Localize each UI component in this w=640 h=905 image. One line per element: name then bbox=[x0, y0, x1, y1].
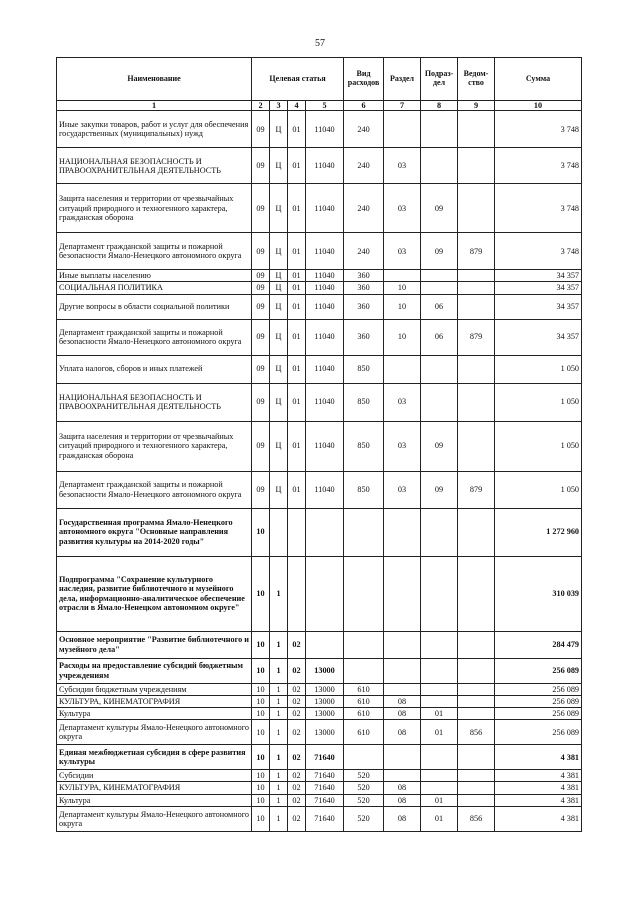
row-name: КУЛЬТУРА, КИНЕМАТОГРАФИЯ bbox=[57, 782, 252, 794]
row-podrazdel: 01 bbox=[421, 794, 458, 806]
row-podrazdel bbox=[421, 111, 458, 148]
row-vid: 610 bbox=[344, 720, 384, 745]
row-name: Основное мероприятие "Развитие библиотечного и музейного дела" bbox=[57, 631, 252, 658]
row-razdel: 08 bbox=[384, 707, 421, 719]
row-sum: 4 381 bbox=[495, 770, 582, 782]
table-row bbox=[57, 294, 582, 319]
row-vid: 850 bbox=[344, 471, 384, 508]
col-num: 10 bbox=[495, 101, 582, 111]
row-sum: 3 748 bbox=[495, 111, 582, 148]
row-podrazdel bbox=[421, 695, 458, 707]
row-vid: 850 bbox=[344, 421, 384, 471]
table-row bbox=[57, 794, 582, 806]
row-vedomstvo bbox=[458, 383, 495, 421]
row-target-1: 10 bbox=[252, 806, 270, 831]
row-vedomstvo bbox=[458, 658, 495, 683]
row-name: СОЦИАЛЬНАЯ ПОЛИТИКА bbox=[57, 282, 252, 294]
row-vedomstvo bbox=[458, 770, 495, 782]
row-sum: 4 381 bbox=[495, 806, 582, 831]
row-vid bbox=[344, 631, 384, 658]
row-target-2: Ц bbox=[270, 294, 288, 319]
row-target-2: 1 bbox=[270, 806, 288, 831]
row-target-2: Ц bbox=[270, 355, 288, 383]
row-sum: 1 050 bbox=[495, 421, 582, 471]
row-target-4: 71640 bbox=[306, 794, 344, 806]
row-target-3: 01 bbox=[288, 184, 306, 233]
row-podrazdel bbox=[421, 631, 458, 658]
row-vedomstvo bbox=[458, 282, 495, 294]
row-vid bbox=[344, 745, 384, 770]
col-num: 4 bbox=[288, 101, 306, 111]
row-target-3: 01 bbox=[288, 355, 306, 383]
row-name: Подпрограмма "Сохранение культурного наследия, развитие библиотечного и музейного дела, информационно-аналитическое обеспечение отрасли в Ямало-Ненецком автономном округе" bbox=[57, 556, 252, 631]
row-vedomstvo bbox=[458, 270, 495, 282]
row-vedomstvo bbox=[458, 782, 495, 794]
row-target-4: 11040 bbox=[306, 294, 344, 319]
row-target-4: 13000 bbox=[306, 658, 344, 683]
row-sum: 1 272 960 bbox=[495, 508, 582, 556]
row-podrazdel: 01 bbox=[421, 707, 458, 719]
row-target-4: 11040 bbox=[306, 233, 344, 270]
row-razdel: 03 bbox=[384, 383, 421, 421]
row-sum: 4 381 bbox=[495, 794, 582, 806]
row-name: Субсидии bbox=[57, 770, 252, 782]
row-target-4: 11040 bbox=[306, 421, 344, 471]
row-target-2: Ц bbox=[270, 383, 288, 421]
row-target-2: 1 bbox=[270, 770, 288, 782]
row-podrazdel bbox=[421, 770, 458, 782]
table-row bbox=[57, 770, 582, 782]
row-sum: 34 357 bbox=[495, 282, 582, 294]
row-razdel: 08 bbox=[384, 695, 421, 707]
row-name: Культура bbox=[57, 794, 252, 806]
row-target-2: 1 bbox=[270, 707, 288, 719]
row-target-1: 10 bbox=[252, 556, 270, 631]
col-num: 8 bbox=[421, 101, 458, 111]
row-target-3: 01 bbox=[288, 233, 306, 270]
row-target-4: 11040 bbox=[306, 282, 344, 294]
header-vedomstvo: Ведом-ство bbox=[458, 58, 495, 101]
row-target-1: 09 bbox=[252, 233, 270, 270]
row-target-2: 1 bbox=[270, 631, 288, 658]
row-name: НАЦИОНАЛЬНАЯ БЕЗОПАСНОСТЬ И ПРАВООХРАНИТЕЛЬНАЯ ДЕЯТЕЛЬНОСТЬ bbox=[57, 148, 252, 184]
table-row bbox=[57, 148, 582, 184]
row-name: Иные закупки товаров, работ и услуг для обеспечения государственных (муниципальных) нужд bbox=[57, 111, 252, 148]
row-target-4: 11040 bbox=[306, 148, 344, 184]
row-target-2: 1 bbox=[270, 658, 288, 683]
row-podrazdel bbox=[421, 745, 458, 770]
row-podrazdel bbox=[421, 782, 458, 794]
row-target-4: 11040 bbox=[306, 355, 344, 383]
row-sum: 256 089 bbox=[495, 720, 582, 745]
row-target-4 bbox=[306, 556, 344, 631]
col-num: 1 bbox=[57, 101, 252, 111]
row-name: Департамент культуры Ямало-Ненецкого автономного округа bbox=[57, 806, 252, 831]
row-sum: 34 357 bbox=[495, 294, 582, 319]
row-vid bbox=[344, 556, 384, 631]
row-target-1: 09 bbox=[252, 282, 270, 294]
col-num: 5 bbox=[306, 101, 344, 111]
col-num: 9 bbox=[458, 101, 495, 111]
table-row bbox=[57, 233, 582, 270]
table-row bbox=[57, 282, 582, 294]
row-podrazdel: 09 bbox=[421, 233, 458, 270]
row-target-2: 1 bbox=[270, 683, 288, 695]
row-podrazdel bbox=[421, 683, 458, 695]
row-vid bbox=[344, 508, 384, 556]
row-podrazdel: 09 bbox=[421, 421, 458, 471]
row-vedomstvo bbox=[458, 556, 495, 631]
row-target-2: 1 bbox=[270, 720, 288, 745]
row-target-3: 02 bbox=[288, 745, 306, 770]
row-name: НАЦИОНАЛЬНАЯ БЕЗОПАСНОСТЬ И ПРАВООХРАНИТЕЛЬНАЯ ДЕЯТЕЛЬНОСТЬ bbox=[57, 383, 252, 421]
row-target-3: 01 bbox=[288, 111, 306, 148]
row-target-2: Ц bbox=[270, 270, 288, 282]
row-vedomstvo: 856 bbox=[458, 720, 495, 745]
row-podrazdel: 01 bbox=[421, 806, 458, 831]
table-row bbox=[57, 782, 582, 794]
row-razdel bbox=[384, 631, 421, 658]
row-target-3 bbox=[288, 508, 306, 556]
header-vid: Вид расходов bbox=[344, 58, 384, 101]
row-target-4: 11040 bbox=[306, 471, 344, 508]
row-target-1: 10 bbox=[252, 782, 270, 794]
row-name: Единая межбюджетная субсидия в сфере развития культуры bbox=[57, 745, 252, 770]
row-target-1: 10 bbox=[252, 707, 270, 719]
row-vedomstvo: 879 bbox=[458, 233, 495, 270]
row-target-3: 02 bbox=[288, 631, 306, 658]
row-target-1: 10 bbox=[252, 770, 270, 782]
row-podrazdel: 09 bbox=[421, 471, 458, 508]
table-row bbox=[57, 695, 582, 707]
row-name: Государственная программа Ямало-Ненецкого автономного округа "Основные направления развития культуры на 2014-2020 годы" bbox=[57, 508, 252, 556]
row-sum: 34 357 bbox=[495, 270, 582, 282]
table-row bbox=[57, 383, 582, 421]
row-target-3: 01 bbox=[288, 282, 306, 294]
row-sum: 3 748 bbox=[495, 184, 582, 233]
row-target-4 bbox=[306, 508, 344, 556]
row-podrazdel bbox=[421, 658, 458, 683]
row-target-3: 02 bbox=[288, 794, 306, 806]
row-razdel bbox=[384, 770, 421, 782]
row-target-3: 02 bbox=[288, 806, 306, 831]
row-target-2: 1 bbox=[270, 794, 288, 806]
row-vid: 360 bbox=[344, 294, 384, 319]
row-podrazdel: 06 bbox=[421, 294, 458, 319]
row-podrazdel bbox=[421, 383, 458, 421]
row-vid bbox=[344, 658, 384, 683]
row-razdel: 08 bbox=[384, 720, 421, 745]
row-target-1: 10 bbox=[252, 631, 270, 658]
row-target-2: 1 bbox=[270, 695, 288, 707]
row-vedomstvo bbox=[458, 794, 495, 806]
row-target-3: 02 bbox=[288, 695, 306, 707]
row-vid: 520 bbox=[344, 794, 384, 806]
row-sum: 1 050 bbox=[495, 471, 582, 508]
row-target-1: 09 bbox=[252, 111, 270, 148]
row-target-4: 71640 bbox=[306, 770, 344, 782]
row-target-4: 11040 bbox=[306, 184, 344, 233]
table-row bbox=[57, 720, 582, 745]
row-vedomstvo bbox=[458, 508, 495, 556]
row-target-4: 11040 bbox=[306, 383, 344, 421]
row-target-3: 01 bbox=[288, 294, 306, 319]
row-target-2: Ц bbox=[270, 471, 288, 508]
row-sum: 256 089 bbox=[495, 683, 582, 695]
row-razdel: 10 bbox=[384, 282, 421, 294]
row-podrazdel bbox=[421, 282, 458, 294]
table-row bbox=[57, 421, 582, 471]
row-target-1: 10 bbox=[252, 720, 270, 745]
row-target-4: 13000 bbox=[306, 683, 344, 695]
row-target-1: 10 bbox=[252, 695, 270, 707]
row-name: Защита населения и территории от чрезвычайных ситуаций природного и техногенного характера, гражданская оборона bbox=[57, 421, 252, 471]
table-row bbox=[57, 631, 582, 658]
row-vedomstvo bbox=[458, 148, 495, 184]
row-vedomstvo bbox=[458, 184, 495, 233]
row-target-1: 09 bbox=[252, 184, 270, 233]
col-num: 2 bbox=[252, 101, 270, 111]
row-razdel bbox=[384, 270, 421, 282]
row-vid: 610 bbox=[344, 707, 384, 719]
row-target-2: Ц bbox=[270, 319, 288, 355]
row-vedomstvo bbox=[458, 707, 495, 719]
row-vid: 850 bbox=[344, 383, 384, 421]
row-target-1: 10 bbox=[252, 683, 270, 695]
row-target-2: Ц bbox=[270, 184, 288, 233]
row-sum: 3 748 bbox=[495, 233, 582, 270]
header-target: Целевая статья bbox=[252, 58, 344, 101]
row-razdel bbox=[384, 556, 421, 631]
row-name: Департамент гражданской защиты и пожарной безопасности Ямало-Ненецкого автономного округа bbox=[57, 233, 252, 270]
table-row bbox=[57, 471, 582, 508]
row-podrazdel bbox=[421, 355, 458, 383]
row-razdel bbox=[384, 508, 421, 556]
row-name: Другие вопросы в области социальной политики bbox=[57, 294, 252, 319]
row-target-3 bbox=[288, 556, 306, 631]
row-target-4: 13000 bbox=[306, 707, 344, 719]
row-target-1: 09 bbox=[252, 270, 270, 282]
row-target-3: 02 bbox=[288, 770, 306, 782]
row-target-2: Ц bbox=[270, 421, 288, 471]
row-sum: 256 089 bbox=[495, 695, 582, 707]
row-target-4: 71640 bbox=[306, 745, 344, 770]
row-target-3: 01 bbox=[288, 270, 306, 282]
table-row bbox=[57, 683, 582, 695]
row-target-1: 10 bbox=[252, 658, 270, 683]
row-vid: 850 bbox=[344, 355, 384, 383]
table-row bbox=[57, 355, 582, 383]
row-target-3: 01 bbox=[288, 148, 306, 184]
col-num: 6 bbox=[344, 101, 384, 111]
header-podrazdel: Подраз-дел bbox=[421, 58, 458, 101]
row-name: Защита населения и территории от чрезвычайных ситуаций природного и техногенного характера, гражданская оборона bbox=[57, 184, 252, 233]
row-target-4: 71640 bbox=[306, 782, 344, 794]
row-target-2: Ц bbox=[270, 148, 288, 184]
header-razdel: Раздел bbox=[384, 58, 421, 101]
row-target-2: Ц bbox=[270, 282, 288, 294]
row-podrazdel bbox=[421, 556, 458, 631]
column-number-row bbox=[57, 101, 582, 111]
row-sum: 256 089 bbox=[495, 707, 582, 719]
row-sum: 1 050 bbox=[495, 355, 582, 383]
row-name: Департамент культуры Ямало-Ненецкого автономного округа bbox=[57, 720, 252, 745]
row-vid: 240 bbox=[344, 233, 384, 270]
table-row bbox=[57, 658, 582, 683]
row-target-1: 10 bbox=[252, 794, 270, 806]
row-podrazdel: 09 bbox=[421, 184, 458, 233]
row-name: Субсидии бюджетным учреждениям bbox=[57, 683, 252, 695]
row-vedomstvo bbox=[458, 695, 495, 707]
row-target-1: 09 bbox=[252, 421, 270, 471]
row-target-1: 09 bbox=[252, 471, 270, 508]
row-podrazdel bbox=[421, 148, 458, 184]
row-target-1: 09 bbox=[252, 383, 270, 421]
table-row bbox=[57, 111, 582, 148]
table-row bbox=[57, 556, 582, 631]
row-target-1: 09 bbox=[252, 355, 270, 383]
table-row bbox=[57, 707, 582, 719]
row-vid: 520 bbox=[344, 806, 384, 831]
row-name: Расходы на предоставление субсидий бюджетным учреждениям bbox=[57, 658, 252, 683]
row-razdel: 03 bbox=[384, 233, 421, 270]
row-razdel: 03 bbox=[384, 148, 421, 184]
row-podrazdel: 06 bbox=[421, 319, 458, 355]
row-target-1: 09 bbox=[252, 319, 270, 355]
row-target-1: 09 bbox=[252, 148, 270, 184]
row-podrazdel: 01 bbox=[421, 720, 458, 745]
header-summa: Сумма bbox=[495, 58, 582, 101]
row-target-3: 02 bbox=[288, 658, 306, 683]
row-target-4: 71640 bbox=[306, 806, 344, 831]
row-razdel bbox=[384, 111, 421, 148]
row-vid: 240 bbox=[344, 111, 384, 148]
row-razdel bbox=[384, 745, 421, 770]
header-name: Наименование bbox=[57, 58, 252, 101]
col-num: 3 bbox=[270, 101, 288, 111]
col-num: 7 bbox=[384, 101, 421, 111]
row-vid: 610 bbox=[344, 683, 384, 695]
row-vedomstvo bbox=[458, 631, 495, 658]
row-target-4: 11040 bbox=[306, 270, 344, 282]
table-row bbox=[57, 508, 582, 556]
row-target-3: 01 bbox=[288, 421, 306, 471]
row-vid: 360 bbox=[344, 319, 384, 355]
row-vedomstvo: 879 bbox=[458, 319, 495, 355]
row-razdel: 03 bbox=[384, 471, 421, 508]
row-razdel: 03 bbox=[384, 421, 421, 471]
row-vid: 520 bbox=[344, 782, 384, 794]
row-target-1: 10 bbox=[252, 745, 270, 770]
row-target-4: 13000 bbox=[306, 695, 344, 707]
row-target-2 bbox=[270, 508, 288, 556]
row-sum: 4 381 bbox=[495, 782, 582, 794]
row-name: КУЛЬТУРА, КИНЕМАТОГРАФИЯ bbox=[57, 695, 252, 707]
row-target-2: Ц bbox=[270, 111, 288, 148]
row-vid: 360 bbox=[344, 270, 384, 282]
header-row bbox=[57, 58, 582, 101]
row-razdel: 03 bbox=[384, 184, 421, 233]
row-sum: 3 748 bbox=[495, 148, 582, 184]
row-target-1: 09 bbox=[252, 294, 270, 319]
row-target-2: 1 bbox=[270, 782, 288, 794]
table-row bbox=[57, 806, 582, 831]
row-target-4: 11040 bbox=[306, 319, 344, 355]
row-razdel bbox=[384, 683, 421, 695]
row-razdel: 10 bbox=[384, 294, 421, 319]
row-razdel: 08 bbox=[384, 782, 421, 794]
row-razdel: 10 bbox=[384, 319, 421, 355]
page-number: 57 bbox=[315, 38, 325, 49]
row-vedomstvo bbox=[458, 355, 495, 383]
row-target-3: 01 bbox=[288, 471, 306, 508]
table-row bbox=[57, 319, 582, 355]
table-row bbox=[57, 184, 582, 233]
row-sum: 284 479 bbox=[495, 631, 582, 658]
row-sum: 256 089 bbox=[495, 658, 582, 683]
row-sum: 4 381 bbox=[495, 745, 582, 770]
row-vid: 240 bbox=[344, 148, 384, 184]
row-vid: 240 bbox=[344, 184, 384, 233]
row-podrazdel bbox=[421, 508, 458, 556]
row-target-4 bbox=[306, 631, 344, 658]
row-vedomstvo: 879 bbox=[458, 471, 495, 508]
row-name: Иные выплаты населению bbox=[57, 270, 252, 282]
row-target-4: 13000 bbox=[306, 720, 344, 745]
row-sum: 310 039 bbox=[495, 556, 582, 631]
row-sum: 34 357 bbox=[495, 319, 582, 355]
budget-table bbox=[56, 57, 582, 832]
row-target-2: 1 bbox=[270, 556, 288, 631]
row-name: Уплата налогов, сборов и иных платежей bbox=[57, 355, 252, 383]
row-name: Департамент гражданской защиты и пожарной безопасности Ямало-Ненецкого автономного округа bbox=[57, 319, 252, 355]
row-razdel: 08 bbox=[384, 806, 421, 831]
row-vid: 360 bbox=[344, 282, 384, 294]
row-name: Департамент гражданской защиты и пожарной безопасности Ямало-Ненецкого автономного округа bbox=[57, 471, 252, 508]
row-vid: 610 bbox=[344, 695, 384, 707]
table-row bbox=[57, 270, 582, 282]
row-vedomstvo: 856 bbox=[458, 806, 495, 831]
row-target-2: Ц bbox=[270, 233, 288, 270]
row-razdel bbox=[384, 658, 421, 683]
row-target-3: 02 bbox=[288, 707, 306, 719]
row-target-3: 01 bbox=[288, 383, 306, 421]
row-vedomstvo bbox=[458, 294, 495, 319]
row-target-3: 02 bbox=[288, 782, 306, 794]
row-target-4: 11040 bbox=[306, 111, 344, 148]
row-podrazdel bbox=[421, 270, 458, 282]
row-vedomstvo bbox=[458, 683, 495, 695]
row-target-3: 02 bbox=[288, 720, 306, 745]
row-vedomstvo bbox=[458, 745, 495, 770]
row-target-3: 02 bbox=[288, 683, 306, 695]
row-vedomstvo bbox=[458, 111, 495, 148]
row-name: Культура bbox=[57, 707, 252, 719]
row-razdel bbox=[384, 355, 421, 383]
row-target-3: 01 bbox=[288, 319, 306, 355]
row-vid: 520 bbox=[344, 770, 384, 782]
table-row bbox=[57, 745, 582, 770]
row-vedomstvo bbox=[458, 421, 495, 471]
row-razdel: 08 bbox=[384, 794, 421, 806]
row-target-1: 10 bbox=[252, 508, 270, 556]
row-target-2: 1 bbox=[270, 745, 288, 770]
row-sum: 1 050 bbox=[495, 383, 582, 421]
